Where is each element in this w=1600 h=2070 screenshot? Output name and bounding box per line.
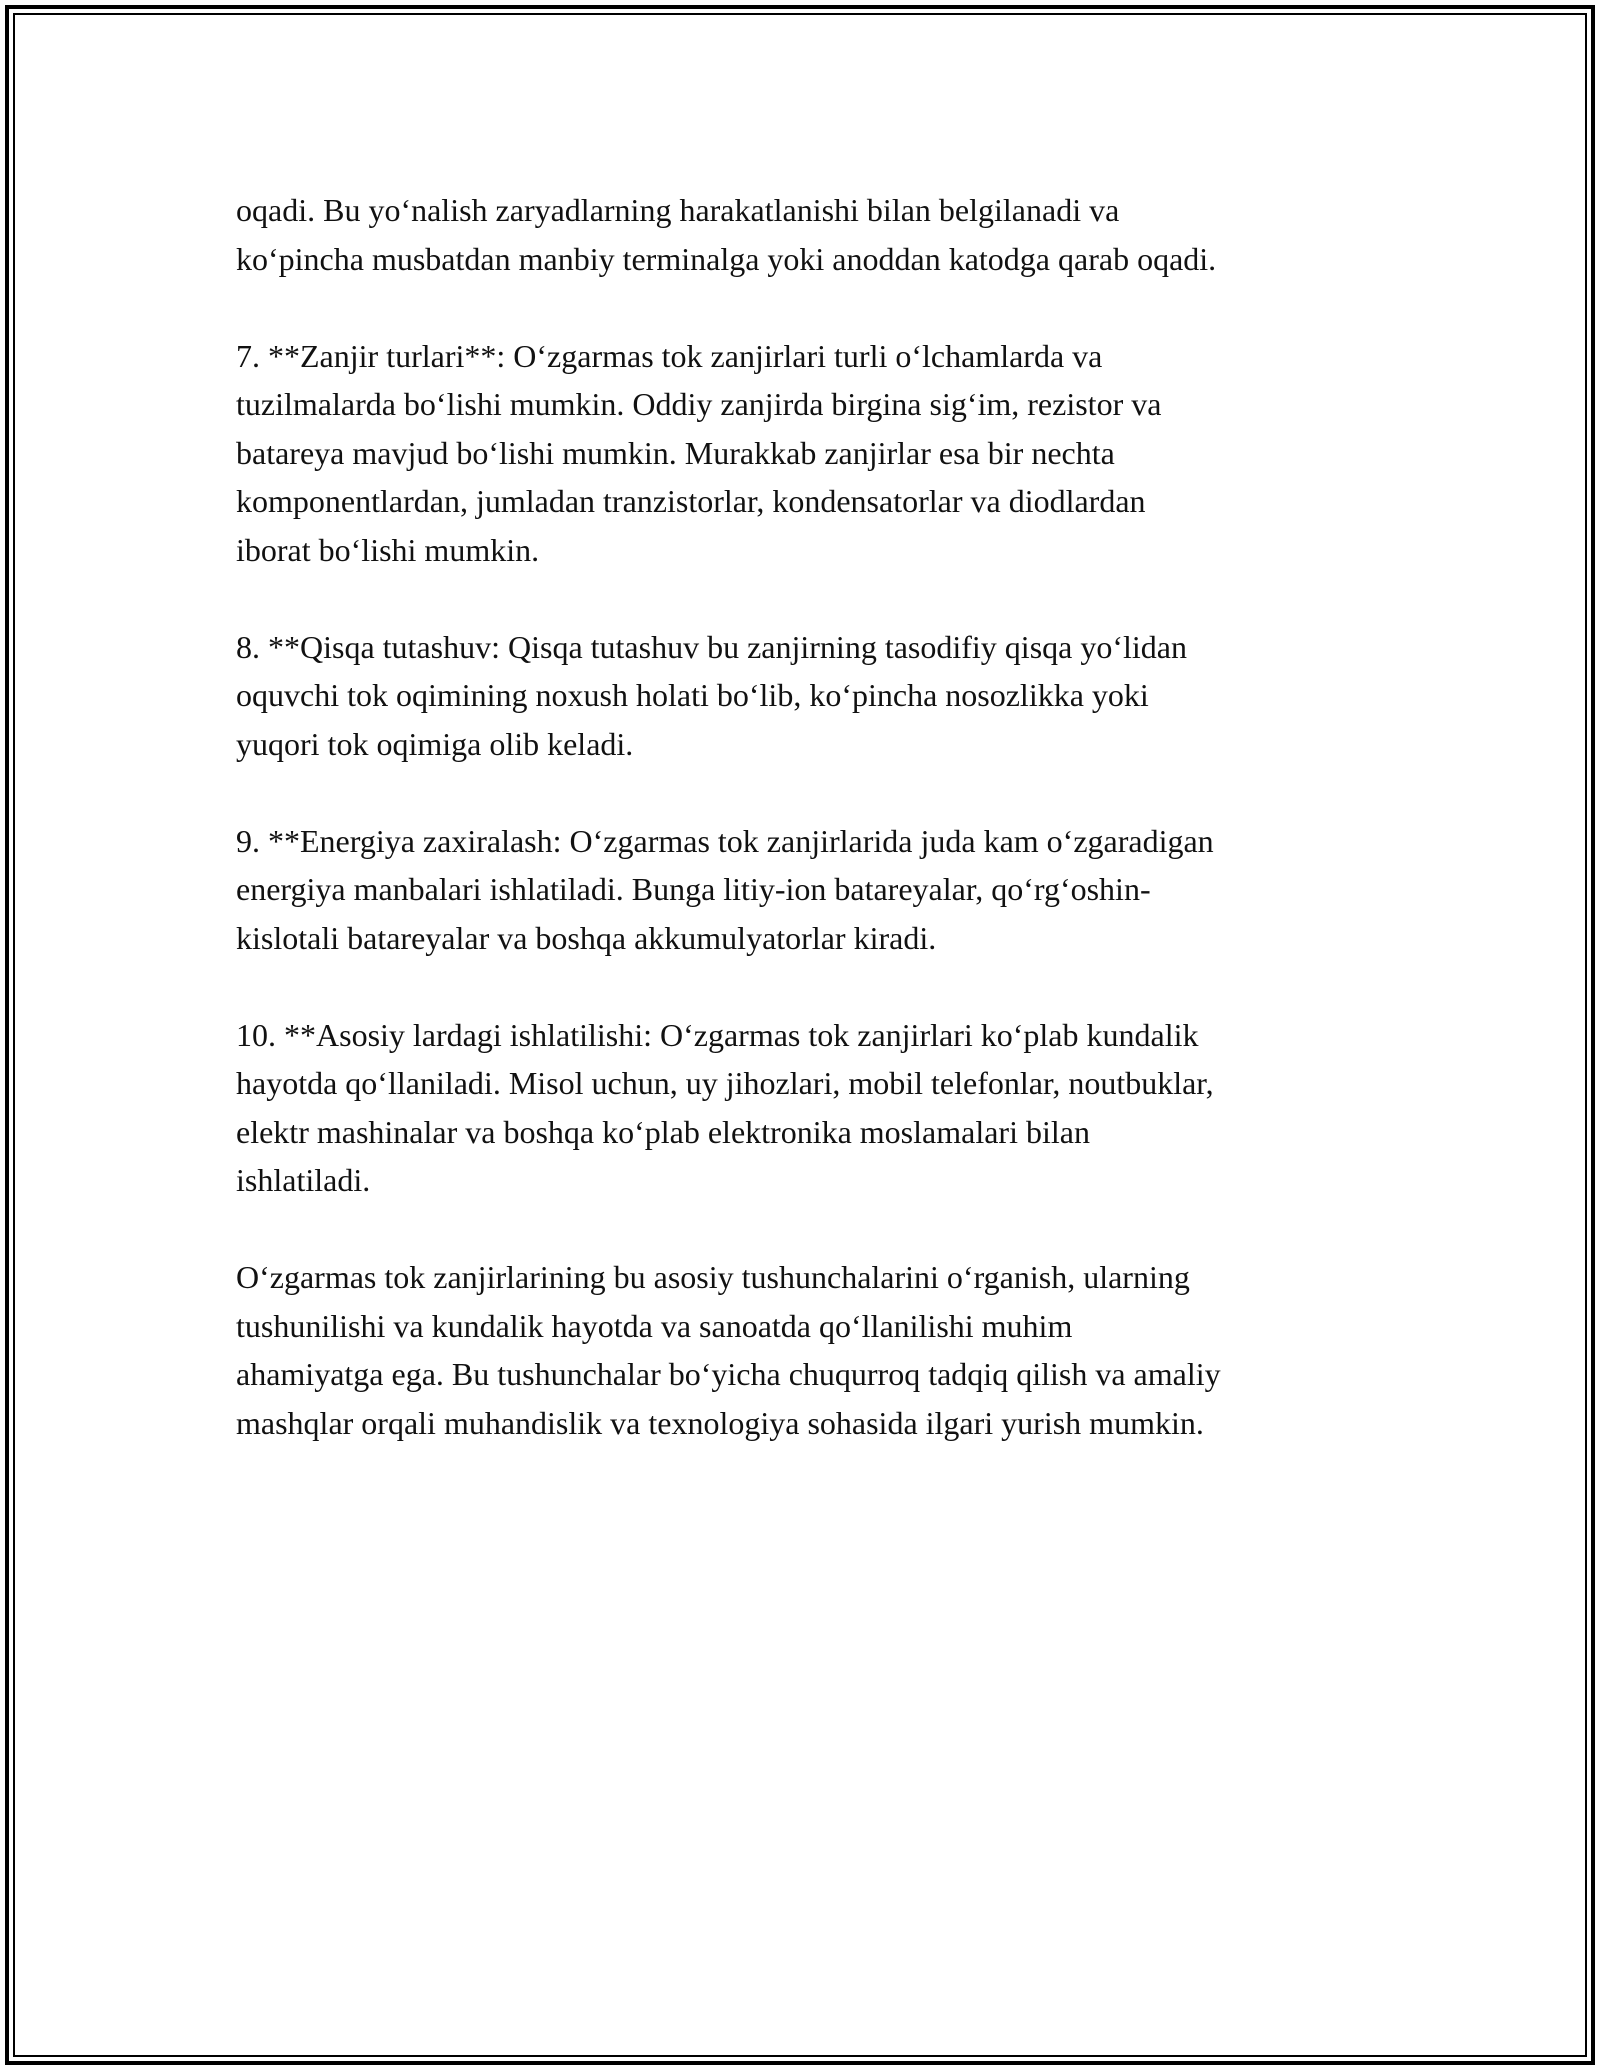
text-line: tuzilmalarda bo‘lishi mumkin. Oddiy zanjirda birgina sig‘im, rezistor va [236, 386, 1162, 422]
text-line: 9. **Energiya zaxiralash: O‘zgarmas tok zanjirlarida juda kam o‘zgaradigan [236, 822, 1214, 859]
paragraph-item-8 [236, 623, 1366, 769]
text-line: ko‘pincha musbatdan manbiy terminalga yoki anoddan katodga qarab oqadi. [236, 240, 1217, 277]
text-line: 10. **Asosiy lardagi ishlatilishi: O‘zgarmas tok zanjirlari ko‘plab kundalik [236, 1016, 1199, 1053]
text-line: energiya manbalari ishlatiladi. Bunga litiy-ion batareyalar, qo‘rg‘oshin- [236, 871, 1151, 907]
paragraph-item-9 [236, 817, 1366, 963]
text-line: O‘zgarmas tok zanjirlarining bu asosiy tushunchalarini o‘rganish, ularning [236, 1259, 1190, 1295]
text-line: oqadi. Bu yo‘nalish zaryadlarning harakatlanishi bilan belgilanadi va [236, 192, 1120, 228]
text-line: iborat bo‘lishi mumkin. [236, 531, 540, 568]
text-line: yuqori tok oqimiga olib keladi. [236, 725, 634, 762]
text-line: ishlatiladi. [236, 1162, 371, 1198]
text-line: hayotda qo‘llaniladi. Misol uchun, uy jihozlari, mobil telefonlar, noutbuklar, [236, 1065, 1214, 1101]
document-body [236, 186, 1366, 1496]
paragraph-conclusion [236, 1253, 1366, 1447]
text-line: komponentlardan, jumladan tranzistorlar, kondensatorlar va diodlardan [236, 483, 1146, 519]
text-line: tushunilishi va kundalik hayotda va sanoatda qo‘llanilishi muhim [236, 1307, 1073, 1344]
text-line: oquvchi tok oqimining noxush holati bo‘lib, ko‘pincha nosozlikka yoki [236, 677, 1149, 713]
text-line: 8. **Qisqa tutashuv: Qisqa tutashuv bu zanjirning tasodifiy qisqa yo‘lidan [236, 628, 1187, 665]
text-line: mashqlar orqali muhandislik va texnologiya sohasida ilgari yurish mumkin. [236, 1404, 1204, 1441]
text-line: 7. **Zanjir turlari**: O‘zgarmas tok zanjirlari turli o‘lchamlarda va [236, 337, 1103, 374]
text-line: batareya mavjud bo‘lishi mumkin. Murakkab zanjirlar esa bir nechta [236, 434, 1115, 471]
text-line: kislotali batareyalar va boshqa akkumulyatorlar kiradi. [236, 919, 937, 956]
paragraph-direction [236, 186, 1366, 283]
text-line: ahamiyatga ega. Bu tushunchalar bo‘yicha chuqurroq tadqiq qilish va amaliy [236, 1356, 1221, 1392]
paragraph-item-7 [236, 332, 1366, 575]
paragraph-item-10 [236, 1011, 1366, 1205]
text-line: elektr mashinalar va boshqa ko‘plab elektronika moslamalari bilan [236, 1113, 1090, 1150]
